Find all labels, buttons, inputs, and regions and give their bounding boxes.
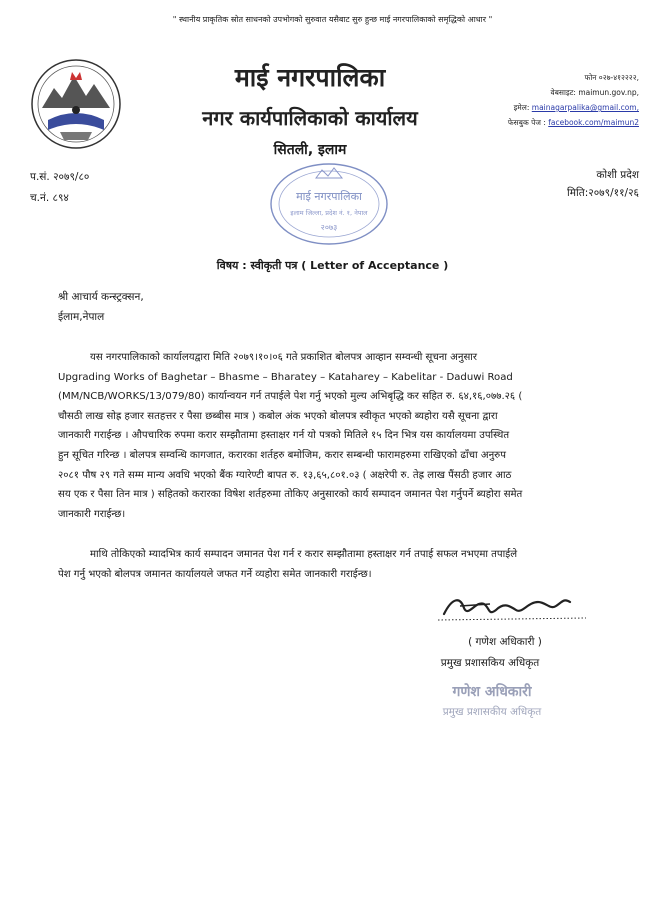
stamp2-name: गणेश अधिकारी <box>452 684 532 700</box>
recipient-address: ईलाम,नेपाल <box>58 311 105 323</box>
signature-icon <box>430 588 590 626</box>
contact-email-row <box>419 100 639 115</box>
body-paragraph-1 <box>58 348 636 524</box>
stamp-line-3: २०७३ <box>320 223 338 232</box>
signatory-name: ( गणेश अधिकारी ) <box>468 636 542 648</box>
stamp-line-2: इलाम जिल्ला, प्रदेश नं. १, नेपाल <box>290 209 368 217</box>
contact-email-label: इमेल: <box>513 103 532 112</box>
contact-email-link[interactable]: mainagarpalika@gmail.com, <box>531 103 639 112</box>
recipient-name: श्री आचार्य कन्स्ट्रक्सन, <box>58 291 144 303</box>
ref-chalani-number: च.नं. ८९४ <box>30 192 69 204</box>
contact-phone: फोन ०२७-४१२२२२, <box>584 73 639 82</box>
body-line: (MM/NCB/WORKS/13/079/80) कार्यान्वयन गर्न तपाईले पेश गर्नु भएको मुल्य अभिबृद्धि कर सहित रु. ६४,१६,०७७.२६ ( <box>58 391 523 403</box>
contact-facebook-label: फेसबुक पेज : <box>507 118 549 127</box>
contact-facebook-link[interactable]: facebook.com/maimun2 <box>548 118 639 127</box>
body-line: Upgrading Works of Baghetar – Bhasme – Bharatey – Kataharey – Kabelitar - Daduwi Road <box>58 371 513 383</box>
body-line: जानकारी गराईन्छ। <box>58 508 126 520</box>
body-line: पेश गर्नु भएको बोलपत्र जमानत कार्यालयले जफत गर्ने व्यहोरा समेत जानकारी गराईन्छ। <box>58 568 372 580</box>
body-line: सय एक र पैसा तिन मात्र ) सहितको करारका विषेश शर्तहरुमा तोकिए अनुसारको कार्य सम्पादन जमानत पेश गर्नुपर्ने ब्यहोरा समेत <box>58 489 523 501</box>
office-stamp-icon <box>268 160 390 248</box>
body-line: माथि तोकिएको म्यादभित्र कार्य सम्पादन जमानत पेश गर्न र करार सम्झौतामा हस्ताक्षर गर्न तपाई सफल नभएमा तपाईले <box>90 549 518 560</box>
body-line: यस नगरपालिकाको कार्यालयद्वारा मिति २०७९।१०।०६ गते प्रकाशित बोलपत्र आव्हान सम्वन्धी सूचना अनुसार <box>90 352 478 363</box>
signatory-designation: प्रमुख प्रशासकिय अधिकृत <box>440 657 540 669</box>
office-location: सितली, इलाम <box>273 142 347 158</box>
ref-patra-sankhya: प.सं. २०७९/८० <box>30 171 90 183</box>
nepal-emblem-icon <box>30 58 122 150</box>
office-name: नगर कार्यपालिकाको कार्यालय <box>202 106 418 130</box>
motto: " स्थानीय प्राकृतिक स्रोत साधनको उपभोगको सुरुवात यसैबाट सुरु हुन्छ माई नगरपालिकाको समृद्धिको आधार " <box>172 15 493 24</box>
stamp-line-1: माई नगरपालिका <box>296 190 362 203</box>
body-line: २०८१ पौष २९ गते सम्म मान्य अवधि भएको बैंक ग्यारेण्टी बापत रु. १३,६५,८०१.०३ ( अक्षरेपी रु. तेह्र लाख पैंसठी हजार आठ <box>58 469 512 481</box>
province-label: कोशी प्रदेश <box>596 169 639 181</box>
org-name: माई नगरपालिका <box>234 63 386 92</box>
stamp2-designation: प्रमुख प्रशासकीय अधिकृत <box>442 706 542 718</box>
body-line: चौसठी लाख सोह्र हजार सतहत्तर र पैसा छब्बीस मात्र ) कबोल अंक भएको बोलपत्र स्वीकृत भएको ब्यहोरा यसै सूचना द्वारा <box>58 410 498 422</box>
body-paragraph-2 <box>58 545 636 584</box>
letter-date: मिति:२०७९/११/२६ <box>567 187 639 199</box>
signatory-stamp-icon <box>412 678 572 722</box>
letter-subject: विषय : स्वीकृती पत्र ( Letter of Acceptance ) <box>216 259 449 272</box>
contact-website: वेबसाइट: maimun.gov.np, <box>550 88 639 97</box>
contact-facebook-row <box>419 115 639 130</box>
body-line: जानकारी गराईन्छ । औपचारिक रुपमा करार सम्झौतामा हस्ताक्षर गर्न यो पत्रको मितिले १५ दिन भित्र यस कार्यालयमा उपस्थित <box>58 430 510 442</box>
contact-block <box>419 70 639 130</box>
body-line: हुन सूचित गरिन्छ । बोलपत्र सम्वन्धि कागजात, करारका शर्तहरु बमोजिम, करार सम्बन्धी फारामहरुमा राखिएको ढाँचा अनुरुप <box>58 449 506 461</box>
